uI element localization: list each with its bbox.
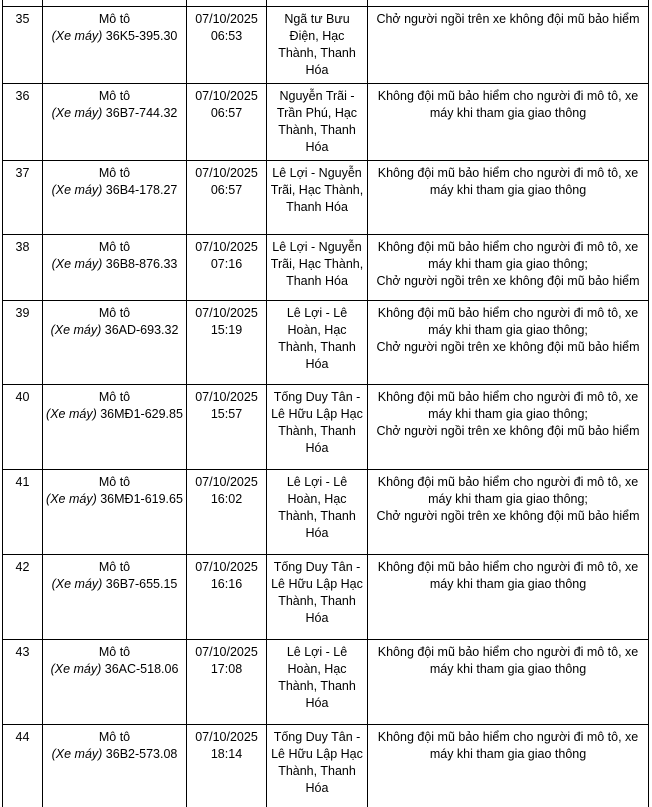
- location-cell: [267, 555, 368, 640]
- violation-time: 06:53: [210, 29, 243, 43]
- vehicle-type: Mô tô: [98, 390, 131, 404]
- row-index: 44: [15, 730, 30, 744]
- datetime-cell: [187, 7, 267, 84]
- row-index: 42: [15, 560, 30, 574]
- violation-date: 07/10/2025: [195, 475, 258, 489]
- violation-time: 17:08: [210, 662, 243, 676]
- vehicle-cell: [43, 470, 187, 555]
- violation-text: Không đội mũ bảo hiểm cho người đi mô tô, xe máy khi tham gia giao thông: [377, 89, 639, 120]
- row-index: 41: [15, 475, 30, 489]
- violation-text: Không đội mũ bảo hiểm cho người đi mô tô, xe máy khi tham gia giao thông;: [377, 475, 639, 506]
- location-text: Lê Lợi - Lê Hoàn, Hạc Thành, Thanh Hóa: [278, 475, 356, 540]
- violation-cell: [368, 235, 649, 301]
- location-cell: [267, 7, 368, 84]
- violation-date: 07/10/2025: [195, 730, 258, 744]
- plate-number: 36AD-693.32: [104, 323, 179, 337]
- location-text: Lê Lợi - Lê Hoàn, Hạc Thành, Thanh Hóa: [278, 645, 356, 710]
- violation-text: Chở người ngồi trên xe không đội mũ bảo hiểm: [376, 12, 640, 26]
- violation-text: Không đội mũ bảo hiểm cho người đi mô tô, xe máy khi tham gia giao thông: [377, 645, 639, 676]
- violation-date: 07/10/2025: [195, 645, 258, 659]
- row-index: 35: [15, 12, 30, 26]
- datetime-cell: [187, 301, 267, 385]
- vehicle-plate-line: [46, 491, 183, 508]
- violation-date: 07/10/2025: [195, 166, 258, 180]
- location-text: Lê Lợi - Nguyễn Trãi, Hạc Thành, Thanh Hóa: [270, 166, 364, 214]
- plate-number: 36B2-573.08: [105, 747, 178, 761]
- violation-text: Không đội mũ bảo hiểm cho người đi mô tô, xe máy khi tham gia giao thông: [377, 166, 639, 197]
- violation-text: Không đội mũ bảo hiểm cho người đi mô tô, xe máy khi tham gia giao thông: [377, 560, 639, 591]
- row-index-cell: [3, 301, 43, 385]
- datetime-cell: [187, 725, 267, 807]
- vehicle-subtype: (Xe máy): [50, 323, 102, 337]
- vehicle-type: Mô tô: [98, 730, 131, 744]
- violation-cell: [368, 385, 649, 470]
- vehicle-cell: [43, 235, 187, 301]
- datetime-cell: [187, 640, 267, 725]
- vehicle-cell: [43, 161, 187, 235]
- table-row: [3, 235, 649, 301]
- table-row: [3, 84, 649, 161]
- datetime-cell: [187, 161, 267, 235]
- violation-time: 15:19: [210, 323, 243, 337]
- vehicle-type: Mô tô: [98, 306, 131, 320]
- location-text: Nguyễn Trãi - Trần Phú, Hạc Thành, Thanh Hóa: [276, 89, 358, 154]
- location-text: Tống Duy Tân - Lê Hữu Lập Hạc Thành, Thanh Hóa: [271, 560, 363, 625]
- violation-cell: [368, 555, 649, 640]
- plate-number: 36B8-876.33: [105, 257, 178, 271]
- plate-number: 36B7-744.32: [105, 106, 178, 120]
- location-text: Tống Duy Tân - Lê Hữu Lập Hạc Thành, Thanh Hóa: [271, 730, 363, 795]
- plate-number: 36B4-178.27: [105, 183, 178, 197]
- table-row: [3, 161, 649, 235]
- violation-text: Không đội mũ bảo hiểm cho người đi mô tô, xe máy khi tham gia giao thông;: [377, 390, 639, 421]
- row-index: 38: [15, 240, 30, 254]
- table-row: [3, 470, 649, 555]
- table-row: [3, 385, 649, 470]
- vehicle-plate-line: [46, 28, 183, 45]
- vehicle-cell: [43, 301, 187, 385]
- table-row: [3, 7, 649, 84]
- violation-time: 18:14: [210, 747, 243, 761]
- vehicle-type: Mô tô: [98, 240, 131, 254]
- location-cell: [267, 385, 368, 470]
- plate-number: 36K5-395.30: [105, 29, 178, 43]
- location-text: Lê Lợi - Lê Hoàn, Hạc Thành, Thanh Hóa: [278, 306, 356, 371]
- location-cell: [267, 161, 368, 235]
- plate-number: 36MĐ1-619.65: [100, 492, 183, 506]
- vehicle-subtype: (Xe máy): [51, 257, 103, 271]
- location-cell: [267, 640, 368, 725]
- violation-date: 07/10/2025: [195, 240, 258, 254]
- violation-text: Không đội mũ bảo hiểm cho người đi mô tô, xe máy khi tham gia giao thông;: [377, 240, 639, 271]
- vehicle-subtype: (Xe máy): [51, 29, 103, 43]
- vehicle-cell: [43, 640, 187, 725]
- row-index-cell: [3, 725, 43, 807]
- vehicle-subtype: (Xe máy): [51, 577, 103, 591]
- vehicle-plate-line: [46, 322, 183, 339]
- vehicle-type: Mô tô: [98, 89, 131, 103]
- violation-time: 07:16: [210, 257, 243, 271]
- plate-number: 36B7-655.15: [105, 577, 178, 591]
- row-index-cell: [3, 7, 43, 84]
- row-index: 40: [15, 390, 30, 404]
- violation-text: Chở người ngồi trên xe không đội mũ bảo hiểm: [376, 274, 640, 288]
- row-index-cell: [3, 385, 43, 470]
- violation-cell: [368, 84, 649, 161]
- datetime-cell: [187, 84, 267, 161]
- datetime-cell: [187, 385, 267, 470]
- table-row: [3, 640, 649, 725]
- row-index: 37: [15, 166, 30, 180]
- vehicle-plate-line: [46, 661, 183, 678]
- violation-text: Chở người ngồi trên xe không đội mũ bảo hiểm: [376, 424, 640, 438]
- datetime-cell: [187, 470, 267, 555]
- violation-date: 07/10/2025: [195, 89, 258, 103]
- vehicle-cell: [43, 84, 187, 161]
- violation-text: Không đội mũ bảo hiểm cho người đi mô tô, xe máy khi tham gia giao thông: [377, 730, 639, 761]
- datetime-cell: [187, 555, 267, 640]
- vehicle-plate-line: [46, 182, 183, 199]
- vehicle-type: Mô tô: [98, 166, 131, 180]
- vehicle-cell: [43, 7, 187, 84]
- location-cell: [267, 301, 368, 385]
- location-text: Lê Lợi - Nguyễn Trãi, Hạc Thành, Thanh Hóa: [270, 240, 364, 288]
- table-row: [3, 301, 649, 385]
- violation-cell: [368, 470, 649, 555]
- row-index-cell: [3, 470, 43, 555]
- vehicle-subtype: (Xe máy): [46, 407, 97, 421]
- vehicle-cell: [43, 385, 187, 470]
- violation-cell: [368, 7, 649, 84]
- violation-date: 07/10/2025: [195, 306, 258, 320]
- vehicle-plate-line: [46, 576, 183, 593]
- violation-date: 07/10/2025: [195, 390, 258, 404]
- vehicle-cell: [43, 725, 187, 807]
- row-index-cell: [3, 640, 43, 725]
- vehicle-subtype: (Xe máy): [51, 747, 103, 761]
- violations-table: [2, 0, 649, 807]
- row-index-cell: [3, 161, 43, 235]
- table-row: [3, 725, 649, 807]
- violation-cell: [368, 161, 649, 235]
- violation-cell: [368, 301, 649, 385]
- violation-time: 15:57: [210, 407, 243, 421]
- datetime-cell: [187, 235, 267, 301]
- vehicle-type: Mô tô: [98, 560, 131, 574]
- violation-date: 07/10/2025: [195, 560, 258, 574]
- row-index-cell: [3, 235, 43, 301]
- vehicle-type: Mô tô: [98, 645, 131, 659]
- location-text: Tống Duy Tân - Lê Hữu Lập Hạc Thành, Thanh Hóa: [271, 390, 363, 455]
- plate-number: 36AC-518.06: [104, 662, 179, 676]
- location-cell: [267, 470, 368, 555]
- violation-text: Chở người ngồi trên xe không đội mũ bảo hiểm: [376, 509, 640, 523]
- vehicle-subtype: (Xe máy): [51, 183, 103, 197]
- vehicle-plate-line: [46, 256, 183, 273]
- row-index: 39: [15, 306, 30, 320]
- vehicle-subtype: (Xe máy): [51, 106, 103, 120]
- violation-text: Chở người ngồi trên xe không đội mũ bảo hiểm: [376, 340, 640, 354]
- violation-time: 16:16: [210, 577, 243, 591]
- violation-time: 06:57: [210, 106, 243, 120]
- violation-date: 07/10/2025: [195, 12, 258, 26]
- row-index-cell: [3, 84, 43, 161]
- vehicle-subtype: (Xe máy): [50, 662, 102, 676]
- location-cell: [267, 725, 368, 807]
- location-cell: [267, 84, 368, 161]
- location-text: Ngã tư Bưu Điện, Hạc Thành, Thanh Hóa: [278, 12, 356, 77]
- violation-text: Không đội mũ bảo hiểm cho người đi mô tô, xe máy khi tham gia giao thông;: [377, 306, 639, 337]
- vehicle-type: Mô tô: [98, 12, 131, 26]
- row-index: 43: [15, 645, 30, 659]
- violation-time: 06:57: [210, 183, 243, 197]
- vehicle-type: Mô tô: [98, 475, 131, 489]
- table-row: [3, 555, 649, 640]
- vehicle-cell: [43, 555, 187, 640]
- vehicle-plate-line: [46, 746, 183, 763]
- plate-number: 36MĐ1-629.85: [100, 407, 183, 421]
- violation-cell: [368, 640, 649, 725]
- violation-cell: [368, 725, 649, 807]
- vehicle-plate-line: [46, 105, 183, 122]
- location-cell: [267, 235, 368, 301]
- row-index-cell: [3, 555, 43, 640]
- row-index: 36: [15, 89, 30, 103]
- violation-time: 16:02: [210, 492, 243, 506]
- vehicle-subtype: (Xe máy): [46, 492, 97, 506]
- vehicle-plate-line: [46, 406, 183, 423]
